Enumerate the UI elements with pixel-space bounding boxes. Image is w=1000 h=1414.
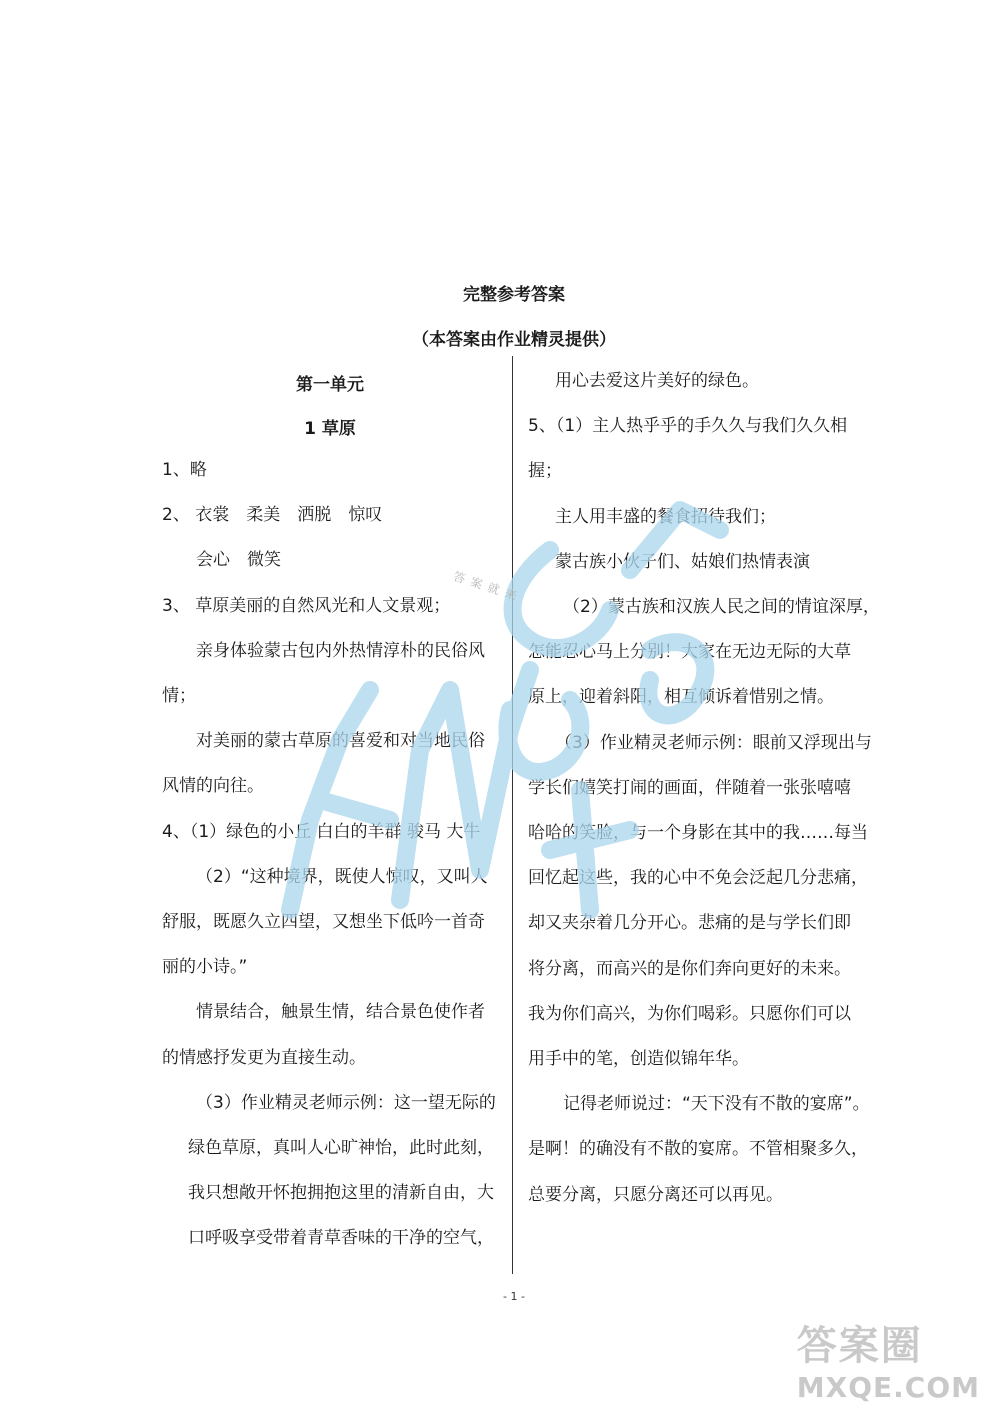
- left-line: 亲身体验蒙古包内外热情淳朴的民俗风: [196, 640, 485, 661]
- right-line: 哈哈的笑脸，与一个身影在其中的我……每当: [528, 823, 868, 843]
- page-number: - 1 -: [503, 1290, 525, 1303]
- left-line: 绿色草原，真叫人心旷神怡，此时此刻，: [188, 1138, 494, 1158]
- left-line: 会心 微笑: [196, 550, 281, 571]
- left-line: 情景结合，触景生情，结合景色使作者: [196, 1002, 485, 1023]
- left-line: （2）“这种境界，既使人惊叹，又叫人: [196, 866, 488, 887]
- right-line: 用手中的笔，创造似锦年华。: [528, 1049, 749, 1069]
- left-line: 丽的小诗。”: [162, 957, 248, 978]
- right-line: 是啊！的确没有不散的宴席。不管相聚多久，: [528, 1139, 868, 1160]
- unit-heading: 第一单元: [296, 375, 364, 395]
- watermark-url: MXQE.COM: [796, 1371, 980, 1404]
- right-line: 蒙古族小伙子们、姑娘们热情表演: [555, 551, 810, 572]
- right-line: 学长们嬉笑打闹的画面，伴随着一张张嘻嘻: [528, 777, 851, 798]
- watermark-stamp: 答案就来: [451, 569, 525, 605]
- right-line: 记得老师说过：“天下没有不散的宴席”。: [563, 1094, 870, 1115]
- left-line: 3、 草原美丽的自然风光和人文景观；: [162, 595, 451, 616]
- page-subtitle: （本答案由作业精灵提供）: [412, 330, 616, 350]
- right-line: 怎能忍心马上分别！大家在无边无际的大草: [528, 642, 851, 663]
- left-line: 我只想敞开怀抱拥抱这里的清新自由，大: [188, 1183, 494, 1204]
- left-line: （3）作业精灵老师示例：这一望无际的: [196, 1092, 496, 1113]
- right-line: 将分离，而高兴的是你们奔向更好的未来。: [528, 958, 851, 979]
- left-line: 2、 衣裳 柔美 洒脱 惊叹: [162, 505, 383, 526]
- right-line: （2）蒙古族和汉族人民之间的情谊深厚，: [563, 597, 880, 617]
- left-line: 1、略: [162, 460, 207, 480]
- left-line: 的情感抒发更为直接生动。: [162, 1047, 366, 1068]
- page-title: 完整参考答案: [463, 285, 565, 305]
- right-line: 回忆起这些，我的心中不免会泛起几分悲痛，: [528, 868, 868, 889]
- right-line: 握；: [528, 461, 562, 482]
- lesson-heading: 1 草原: [304, 419, 356, 439]
- left-line: 舒服，既愿久立四望，又想坐下低吟一首奇: [162, 912, 485, 932]
- left-line: 对美丽的蒙古草原的喜爱和对当地民俗: [196, 731, 485, 752]
- left-line: 口呼吸享受带着青草香味的干净的空气，: [188, 1228, 494, 1249]
- right-line: （3）作业精灵老师示例：眼前又浮现出与: [555, 732, 872, 753]
- right-line: 我为你们高兴，为你们喝彩。只愿你们可以: [528, 1003, 851, 1024]
- column-divider: [512, 356, 513, 1274]
- watermark-logo: [797, 1314, 980, 1404]
- right-line: 原上，迎着斜阳，相互倾诉着惜别之情。: [528, 687, 834, 708]
- right-line: 总要分离，只愿分离还可以再见。: [528, 1184, 783, 1205]
- left-line: 情；: [162, 686, 196, 706]
- right-line: 却又夹杂着几分开心。悲痛的是与学长们即: [528, 913, 851, 934]
- left-line: 4、（1）绿色的小丘 白白的羊群 骏马 大牛: [162, 821, 481, 842]
- watermark-logo-text: 答案圈: [796, 1323, 923, 1369]
- left-line: 风情的向往。: [162, 776, 264, 797]
- right-line: 5、（1）主人热乎乎的手久久与我们久久相: [528, 416, 848, 437]
- right-line: 用心去爱这片美好的绿色。: [555, 371, 759, 391]
- right-line: 主人用丰盛的餐食招待我们；: [555, 506, 776, 527]
